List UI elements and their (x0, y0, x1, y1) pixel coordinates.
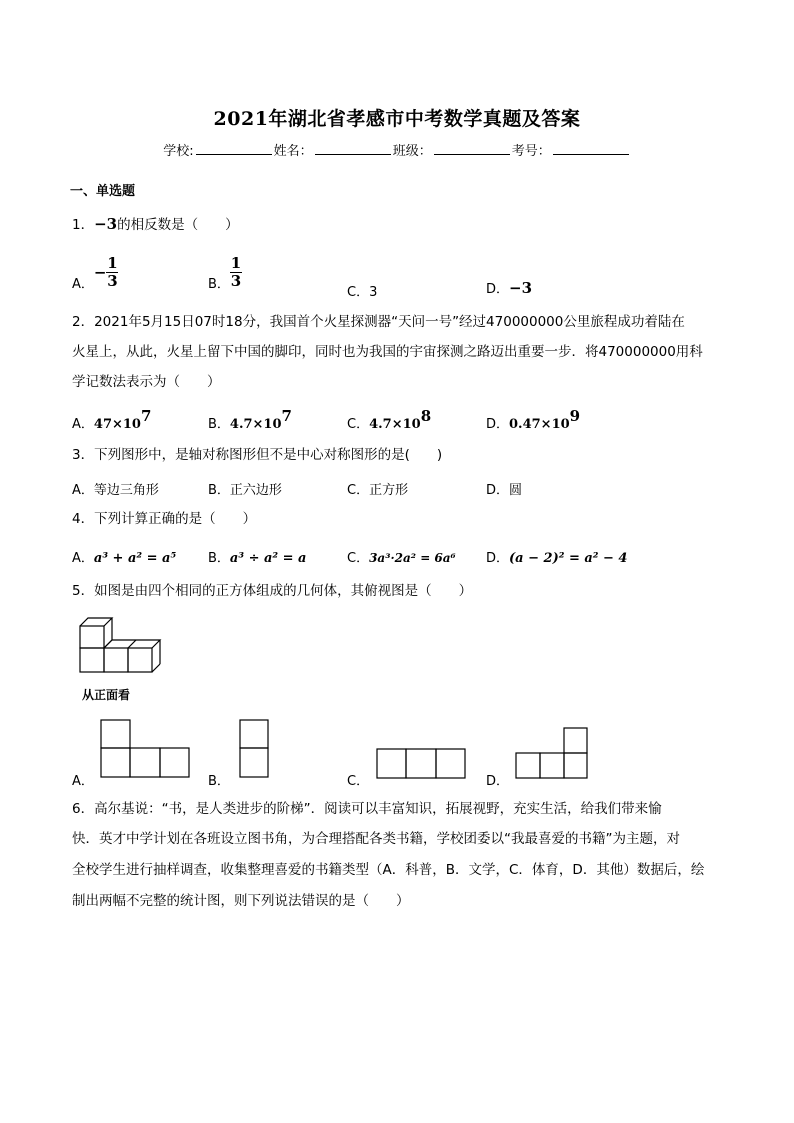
q2-option-b (208, 407, 292, 432)
question-1 (72, 216, 239, 233)
q1-option-d-label: D． (486, 282, 510, 297)
q1-option-a-numerator: 1 (107, 254, 118, 272)
q1-option-a-label: A． (72, 277, 94, 292)
q4-option-a (72, 547, 176, 566)
school-label: 学校: (163, 144, 194, 159)
q6-line-3: 全校学生进行抽样调查，收集整理喜爱的书籍类型（A．科普，B．文学，C．体育，D．其他）数据后，绘 (72, 862, 705, 878)
q4-option-d-expression: (a − 2)² = a² − 4 (509, 551, 628, 566)
q2-option-a (72, 407, 152, 432)
q5-option-d-label: D． (486, 774, 510, 789)
q5-option-b-label: B． (208, 774, 230, 789)
school-blank (196, 142, 272, 155)
q1-option-b-label: B． (208, 277, 230, 292)
q4-option-d-label: D． (486, 551, 510, 566)
q1-option-a (72, 255, 118, 292)
q2-option-b-exponent: 7 (281, 407, 292, 425)
q4-option-a-label: A． (72, 551, 94, 566)
q3-stem: 3．下列图形中，是轴对称图形但不是中心对称图形的是( ) (72, 447, 443, 463)
q1-option-d (486, 278, 532, 297)
q4-option-c-expression: 3a³·2a² = 6a⁶ (369, 551, 456, 565)
q2-option-d-exponent: 9 (569, 407, 581, 425)
q2-option-d-label: D． (486, 417, 510, 432)
name-label: 姓名： (273, 144, 313, 159)
q2-option-c-base: 4.7×10 (369, 417, 421, 432)
section-heading: 一、单选题 (70, 184, 136, 199)
q1-option-b-denominator: 3 (230, 272, 242, 290)
q1-option-a-denominator: 3 (107, 272, 118, 290)
q1-option-a-fraction (106, 255, 118, 290)
q2-option-a-base: 47×10 (93, 417, 141, 432)
q5-stem: 5．如图是由四个相同的正方体组成的几何体，其俯视图是（ ） (72, 583, 473, 599)
q5-option-c-figure (376, 748, 468, 780)
q1-stem: 的相反数是（ ） (117, 217, 239, 233)
q2-option-a-exponent: 7 (140, 407, 152, 425)
q5-option-a-label: A． (72, 774, 94, 789)
page-title: 2021年湖北省孝感市中考数学真题及答案 (213, 108, 581, 130)
q5-option-b-figure (239, 719, 271, 779)
q1-option-d-expression: −3 (509, 279, 533, 297)
q2-line-2: 火星上，从此，火星上留下中国的脚印，同时也为我国的宇宙探测之路迈出重要一步．将470000000用科 (72, 344, 703, 360)
student-info-line (0, 140, 794, 159)
q4-option-b (208, 547, 306, 566)
q1-option-a-sign: − (93, 263, 107, 282)
q2-option-a-label: A． (72, 417, 94, 432)
q4-option-a-expression: a³ + a² = a⁵ (93, 551, 177, 566)
number-label: 考号： (511, 144, 551, 159)
q4-option-b-expression: a³ ÷ a² = a (229, 551, 307, 566)
q4-stem: 4．下列计算正确的是（ ） (72, 511, 257, 527)
q5-figure-caption: 从正面看 (82, 688, 131, 702)
class-label: 班级： (392, 144, 432, 159)
q5-option-a-figure (100, 719, 192, 779)
q4-option-c-label: C． (347, 551, 370, 566)
q1-option-b (208, 255, 242, 292)
q5-solid-figure (76, 608, 186, 680)
q6-line-2: 快．英才中学计划在各班设立图书角，为合理搭配各类书籍，学校团委以“我最喜爱的书籍”为主题，对 (72, 831, 680, 847)
q2-option-c-exponent: 8 (420, 407, 432, 425)
q2-option-b-label: B． (208, 417, 230, 432)
q1-option-b-fraction (230, 255, 242, 290)
q2-option-d-base: 0.47×10 (509, 417, 570, 432)
q3-option-d: D．圆 (486, 483, 523, 498)
q4-option-b-label: B． (208, 551, 230, 566)
q1-option-c: C．3 (347, 285, 378, 300)
q2-line-1: 2．2021年5月15日07时18分，我国首个火星探测器“天问一号”经过470000000公里旅程成功着陆在 (72, 314, 685, 330)
q3-option-b: B．正六边形 (208, 483, 282, 498)
q1-option-b-numerator: 1 (230, 254, 242, 272)
class-blank (434, 142, 510, 155)
q6-line-1: 6．高尔基说：“书，是人类进步的阶梯”．阅读可以丰富知识，拓展视野，充实生活，给我们带来愉 (72, 801, 662, 817)
q1-expression: −3 (94, 215, 118, 233)
q6-line-4: 制出两幅不完整的统计图，则下列说法错误的是（ ） (72, 893, 410, 909)
q5-option-d-figure (515, 727, 589, 781)
q2-line-3: 学记数法表示为（ ） (72, 374, 221, 390)
q2-option-b-base: 4.7×10 (229, 417, 282, 432)
number-blank (553, 142, 629, 155)
q1-number: 1． (72, 217, 95, 233)
q2-option-d (486, 407, 581, 432)
q2-option-c (347, 407, 432, 432)
q4-option-d (486, 547, 627, 566)
q5-option-c-label: C． (347, 774, 370, 789)
name-blank (315, 142, 391, 155)
q2-option-c-label: C． (347, 417, 370, 432)
q3-option-a: A．等边三角形 (72, 483, 159, 498)
q3-option-c: C．正方形 (347, 483, 409, 498)
q4-option-c (347, 547, 456, 566)
